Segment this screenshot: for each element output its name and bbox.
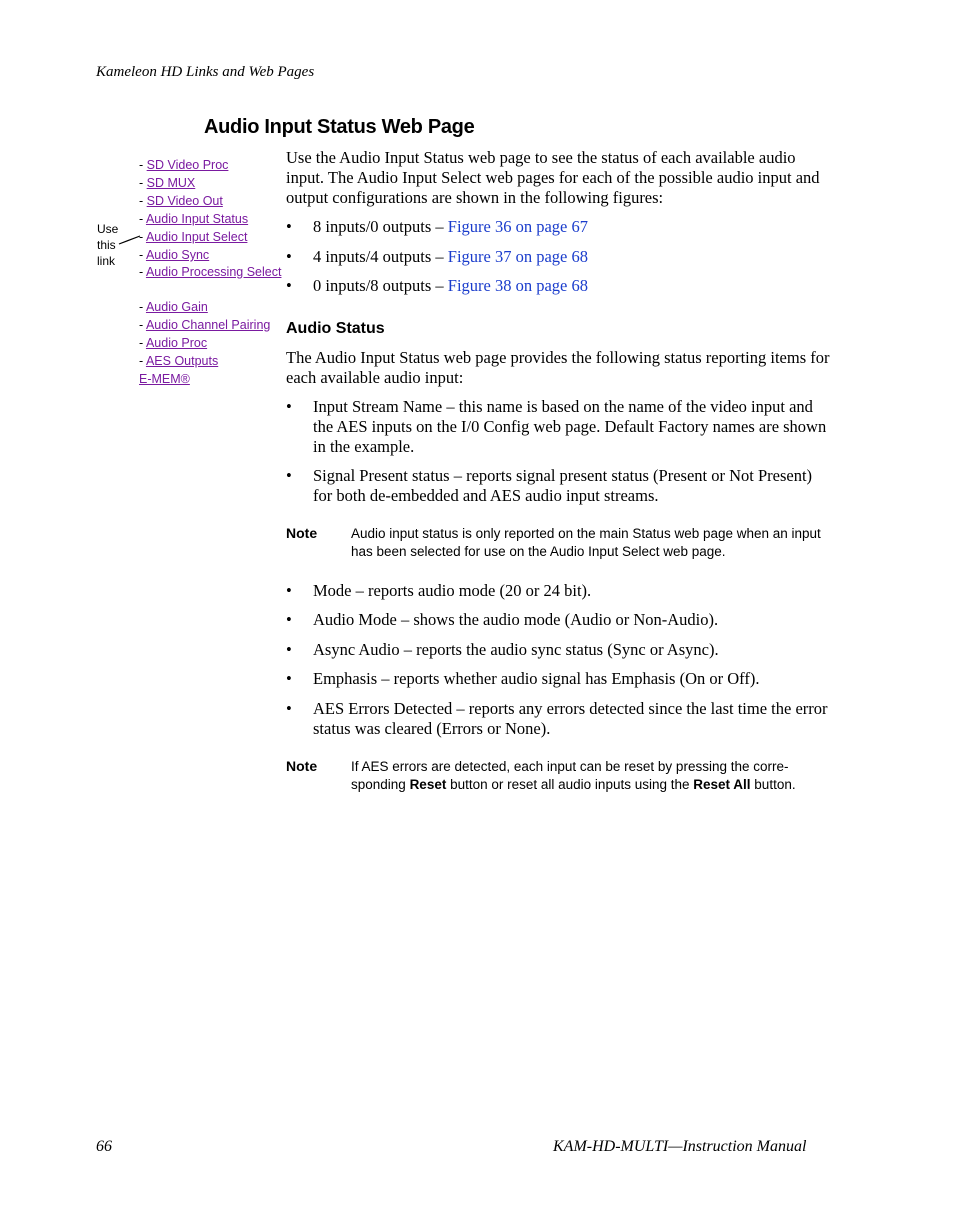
status-bullet xyxy=(286,640,834,660)
web-page-nav-list xyxy=(139,156,284,388)
figure-link[interactable]: Figure 37 on page 68 xyxy=(447,247,588,266)
bullet-dot: • xyxy=(286,217,292,236)
bullet-dot: • xyxy=(286,610,292,629)
note-label: Note xyxy=(286,758,318,774)
nav-item-audio-input-status xyxy=(139,210,284,228)
nav-item-audio-proc xyxy=(139,334,284,352)
bullet-dot: • xyxy=(286,397,292,416)
bullet-dot: • xyxy=(286,669,292,688)
nav-dash: - xyxy=(139,300,146,314)
bullet-text: Input Stream Name – this name is based on the name of the video input and the AES inputs on the I/0 Config web page. Default Factory names are shown in the example. xyxy=(313,397,827,456)
intro-paragraph xyxy=(286,148,834,208)
nav-link-sd-video-proc[interactable]: SD Video Proc xyxy=(146,158,229,172)
nav-item-sd-video-proc xyxy=(139,156,284,174)
bullet-text xyxy=(313,247,834,267)
reset-all-button-name: Reset All xyxy=(693,777,751,792)
nav-dash: - xyxy=(139,212,146,226)
audio-status-heading: Audio Status xyxy=(286,320,385,337)
section-title: Audio Input Status Web Page xyxy=(204,116,475,138)
reset-button-name: Reset xyxy=(409,777,447,792)
status-bullet xyxy=(286,581,834,601)
bullet-text: Async Audio – reports the audio sync status (Sync or Async). xyxy=(313,640,719,659)
status-bullet xyxy=(286,699,834,739)
bullet-text: Mode – reports audio mode (20 or 24 bit). xyxy=(313,581,592,600)
nav-link-audio-input-status[interactable]: Audio Input Status xyxy=(145,212,249,226)
nav-item-audio-sync xyxy=(139,246,284,264)
bullet-dot: • xyxy=(286,581,292,600)
nav-link-audio-gain[interactable]: Audio Gain xyxy=(145,300,208,314)
bullet-label: 0 inputs/8 outputs – xyxy=(313,276,448,295)
nav-link-sd-video-out[interactable]: SD Video Out xyxy=(146,194,223,208)
status-bullet xyxy=(286,397,834,457)
bullet-text: Audio Mode – shows the audio mode (Audio or Non-Audio). xyxy=(313,610,719,629)
bullet-text: AES Errors Detected – reports any errors detected since the last time the error status was cleared (Errors or None). xyxy=(313,699,828,738)
nav-item-audio-gain xyxy=(139,298,284,316)
nav-link-audio-input-select[interactable]: Audio Input Select xyxy=(145,230,248,244)
nav-item-sd-mux xyxy=(139,174,284,192)
nav-dash: - xyxy=(139,336,146,350)
bullet-dot: • xyxy=(286,276,292,295)
nav-dash: - xyxy=(139,248,146,262)
note-text-part: button or reset all audio inputs using the xyxy=(446,777,694,792)
nav-dash: - xyxy=(139,230,146,244)
nav-item-audio-processing-select xyxy=(139,264,284,298)
note-text-part: If AES errors are detected, each input can be reset by pressing the corre-sponding xyxy=(351,759,789,792)
bullet-dot: • xyxy=(286,699,292,718)
bullet-text xyxy=(313,217,834,237)
audio-status-intro-text: The Audio Input Status web page provides the following status reporting items for each available audio input: xyxy=(286,348,830,387)
config-bullet xyxy=(286,276,834,296)
status-bullet xyxy=(286,466,834,506)
bullet-dot: • xyxy=(286,247,292,266)
bullet-dot: • xyxy=(286,640,292,659)
note-label: Note xyxy=(286,525,318,541)
nav-dash: - xyxy=(139,318,146,332)
nav-item-e-mem xyxy=(139,370,284,388)
nav-item-audio-input-select xyxy=(139,228,284,246)
nav-link-aes-outputs[interactable]: AES Outputs xyxy=(145,354,219,368)
bullet-label: 4 inputs/4 outputs – xyxy=(313,247,448,266)
nav-link-audio-sync[interactable]: Audio Sync xyxy=(145,248,210,262)
nav-item-sd-video-out xyxy=(139,192,284,210)
nav-dash: - xyxy=(139,265,146,279)
intro-text: Use the Audio Input Status web page to see the status of each available audio input. The Audio Input Select web pages for each of the possible audio input and output configurations are shown in the following figures: xyxy=(286,148,820,207)
audio-status-intro xyxy=(286,348,834,388)
nav-link-sd-mux[interactable]: SD MUX xyxy=(146,176,196,190)
manual-title: KAM-HD-MULTI—Instruction Manual xyxy=(553,1138,807,1155)
nav-link-audio-channel-pairing[interactable]: Audio Channel Pairing xyxy=(145,318,271,332)
nav-item-aes-outputs xyxy=(139,352,284,370)
config-bullet xyxy=(286,247,834,267)
nav-dash: - xyxy=(139,354,146,368)
callout-pointer-line xyxy=(118,232,142,246)
nav-link-e-mem[interactable]: E-MEM® xyxy=(139,372,190,386)
running-head: Kameleon HD Links and Web Pages xyxy=(96,64,315,80)
bullet-label: 8 inputs/0 outputs – xyxy=(313,217,448,236)
note-text-part: button. xyxy=(750,777,796,792)
callout-use-this-link: Use this link xyxy=(97,222,119,268)
bullet-text: Emphasis – reports whether audio signal has Emphasis (On or Off). xyxy=(313,669,760,688)
page-number: 66 xyxy=(96,1138,112,1155)
nav-dash: - xyxy=(139,194,147,208)
bullet-text: Signal Present status – reports signal present status (Present or Not Present) for both de-embedded and AES audio input streams. xyxy=(313,466,813,505)
nav-link-audio-processing-select[interactable]: Audio Processing Select xyxy=(145,265,282,279)
status-bullet xyxy=(286,669,834,689)
bullet-dot: • xyxy=(286,466,292,485)
note-text xyxy=(351,758,821,794)
nav-dash: - xyxy=(139,158,147,172)
figure-link[interactable]: Figure 36 on page 67 xyxy=(447,217,588,236)
bullet-text xyxy=(313,276,834,296)
nav-item-audio-channel-pairing xyxy=(139,316,284,334)
figure-link[interactable]: Figure 38 on page 68 xyxy=(447,276,588,295)
nav-dash: - xyxy=(139,176,147,190)
status-bullet xyxy=(286,610,834,630)
note-text: Audio input status is only reported on the main Status web page when an input has been selected for use on the Audio Input Select web page. xyxy=(351,526,821,559)
nav-link-audio-proc[interactable]: Audio Proc xyxy=(145,336,208,350)
config-bullet xyxy=(286,217,834,237)
